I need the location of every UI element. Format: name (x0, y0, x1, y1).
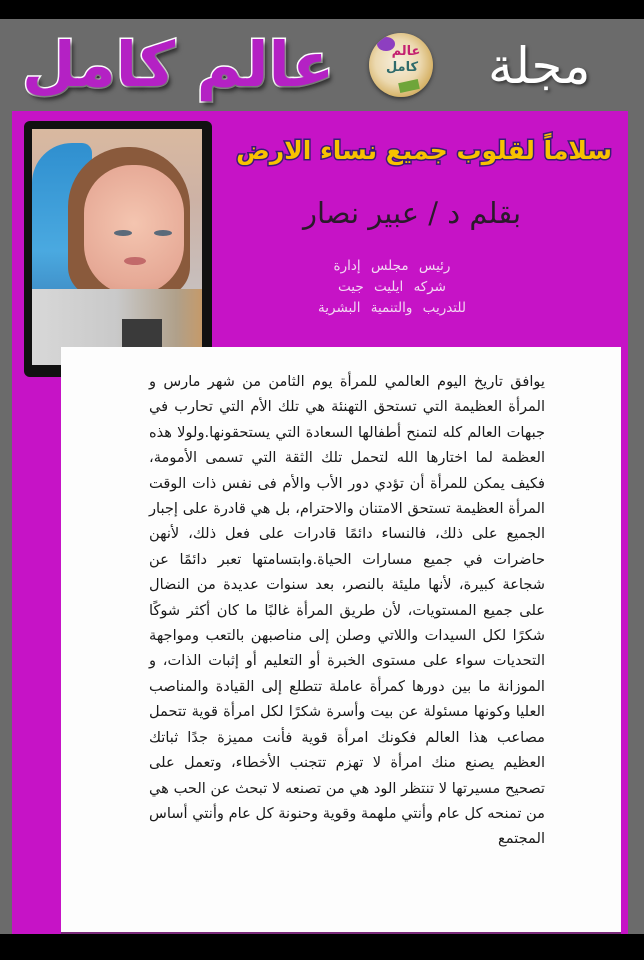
logo-decoration (398, 79, 420, 93)
author-role (272, 256, 512, 319)
article-headline: سلاماً لقلوب جميع نساء الارض (236, 136, 612, 165)
article-body-text: يوافق تاريخ اليوم العالمي للمرأة يوم الثامن من شهر مارس و المرأة العظيمة التي تستحق التهنئة هي تلك الأم التي تحارب في جبهات العالم كله لتمنح أطفالها السعادة التي يستحقونها.ولولا هذه العظمة لما اختارها الله لتحمل تلك الثقة التي تسمى الأمومة، فكيف يمكن للمرأة أن تؤدي دور الأب والأم فى نفس ذات الوقت المرأة العظيمة تستحق الامتنان والاحترام، بل هي قادرة على إجبار الجميع على ذلك، فالنساء دائمًا قادرات على فعل ذلك، لأنهن حاضرات في جميع مسارات الحياة.وابتسامتها تعبر دائمًا عن شجاعة كبيرة، لأنها مليئة بالنصر، بعد سنوات عديدة من النضال على جميع المستويات، لأن طريق المرأة غالبًا ما كان أكثر شوكًا شكرًا لكل السيدات واللاتي وصلن إلى مناصبهن بالتعب ومواجهة التحديات سواء على مستوى الخبرة أو التعليم أو إثبات الذات، و الموزانة ما بين دورها كمرأة عاملة تتطلع إلى القيادة والمناصب العليا وكونها مسئولة عن بيت وأسرة شكرًا لكل امرأة قوية تتحمل مصاعب هذا العالم فكونك امرأة قوية فأنت مميزة جدًا ثباتك العظيم يصنع منك امرأة لا تهزم تتجنب الأخطاء، وتعمل على تصحيح مسيرتها لا تنتظر الود هي من تصنعه لا تبحث عن الحب هي من تمنحه كل عام وأنتي ملهمة وقوية وحنونة كل عام وأنتي أساس المجتمع (149, 373, 545, 848)
author-role-line: رئيس مجلس إدارة (333, 258, 451, 274)
article-body-box (61, 347, 621, 934)
magazine-logo (369, 33, 433, 97)
photo-eye (154, 230, 172, 236)
photo-eye (114, 230, 132, 236)
photo-lips (124, 257, 146, 265)
logo-text-line2: كامل (385, 60, 419, 75)
author-photo-frame (24, 121, 212, 377)
article-panel (12, 111, 628, 934)
author-photo (32, 129, 202, 365)
article-byline: بقلم د / عبير نصار (302, 196, 522, 230)
photo-face (84, 165, 184, 295)
magazine-label: مجلة (488, 37, 591, 95)
magazine-page (0, 19, 644, 934)
magazine-name: عالم كامل (22, 28, 335, 101)
author-role-line: شركه ايليت جيت (338, 279, 446, 295)
magazine-header (0, 19, 644, 111)
author-role-line: للتدريب والتنمية البشرية (318, 300, 466, 316)
logo-text-line1: عالم (391, 44, 421, 59)
